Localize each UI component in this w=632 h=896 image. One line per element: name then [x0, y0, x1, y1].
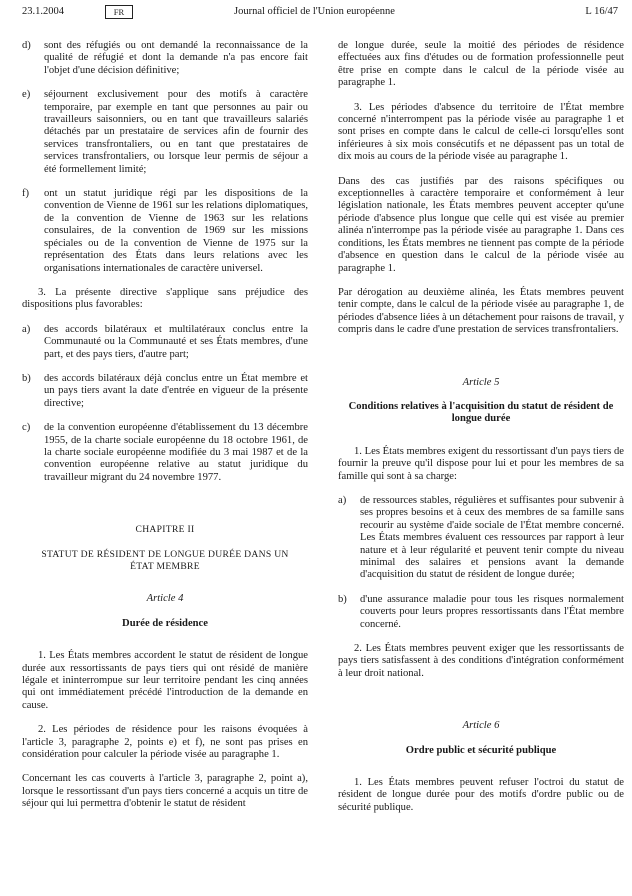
article-heading: Article 4 [146, 593, 184, 605]
list-item-label: b) [338, 593, 347, 605]
list-item-text: des accords bilatéraux déjà conclus entre un État membre et un pays tiers avant la date d'entrée en vigueur de la présente directive; [44, 372, 308, 409]
paragraph: 1. Les États membres peuvent refuser l'octroi du statut de résident de longue durée pour des motifs d'ordre public ou de sécurité publique. [338, 777, 624, 813]
article-title: Ordre public et sécurité publique [405, 744, 557, 756]
list-item-label: a) [338, 494, 347, 506]
page-header [22, 6, 618, 22]
right-column [338, 40, 624, 826]
header-page-number: L 16/47 [585, 6, 618, 17]
list-item [22, 40, 308, 77]
left-column [22, 40, 308, 823]
list-item [22, 373, 308, 410]
list-item [338, 495, 624, 582]
header-journal-title: Journal officiel de l'Union européenne [234, 6, 395, 17]
article-title: Conditions relatives à l'acquisition du statut de résident de longue durée [348, 400, 614, 425]
list-item [22, 422, 308, 484]
list-item-label: f) [22, 188, 30, 200]
header-date: 23.1.2004 [22, 6, 64, 17]
list-item-text: des accords bilatéraux et multilatéraux conclus entre la Communauté ou la Communauté et ses États membres, d'une part, et des pays tiers, d'autre part; [44, 323, 308, 360]
paragraph: de longue durée, seule la moitié des périodes de résidence effectuées aux fins d'études ou de formation professionnelle peut être prise en compte dans le calcul de la période visée au paragraphe 1. [338, 40, 624, 89]
list-item-text: d'une assurance maladie pour tous les risques normalement couverts pour leurs propres ressortissants dans l'État membre concerné. [360, 593, 624, 630]
list-item [338, 594, 624, 631]
paragraph: 1. Les États membres exigent du ressortissant d'un pays tiers de fournir la preuve qu'il dispose pour lui et pour les membres de sa famille qui sont à sa charge: [338, 445, 624, 482]
list-item-label: a) [22, 323, 31, 335]
paragraph: Par dérogation au deuxième alinéa, les États membres peuvent tenir compte, dans le calcul de la période visée au paragraphe 1, de périodes d'absence liées à un détachement pour raisons de travail, y compris dans le cadre d'une prestation de services transfrontaliers. [338, 286, 624, 336]
paragraph: 3. Les périodes d'absence du territoire de l'État membre concerné n'interrompent pas la période visée au paragraphe 1 et sont prises en compte dans le calcul de celle-ci lorsqu'elles sont inférieures à six mois consécutifs et ne dépassent pas un total de dix mois au cours de la période visée au paragraphe 1. [338, 101, 624, 163]
paragraph: 2. Les périodes de résidence pour les raisons évoquées à l'article 3, paragraphe 2, points e) et f), ne sont pas prises en considération pour calculer la période visée au paragraphe 1. [22, 724, 308, 761]
list-item-text: ont un statut juridique régi par les dispositions de la convention de Vienne de 1961 sur les relations diplomatiques, de la convention de Vienne de 1963 sur les relations consulaires, de la convention de 1969 sur les missions spéciales ou de la convention de Vienne de 1975 sur la représentation des États dans leurs relations avec les organisations internationales de caractère universel. [44, 188, 308, 274]
paragraph: Dans des cas justifiés par des raisons spécifiques ou exceptionnelles à caractère temporaire et conformément à leur législation nationale, les États membres peuvent accepter qu'une période d'absence plus longue que celle qui est visée au premier alinéa n'interrompe pas la période visée au paragraphe 1. Dans ces conditions, les États membres ne tiennent pas compte de la période d'absence en question dans le calcul de la période visée au paragraphe 1. [338, 175, 624, 274]
list-item-text: séjournent exclusivement pour des motifs à caractère temporaire, par exemple en tant que personnes au pair ou travailleurs saisonniers, ou en tant que travailleurs salariés détachés par un prestataire de services afin de fournir des services transfrontaliers, ou en tant que prestataires de services transfrontaliers, ou lorsque leur permis de séjour a été formellement limité; [44, 89, 308, 175]
chapter-title: STATUT DE RÉSIDENT DE LONGUE DURÉE DANS UN ÉTAT MEMBRE [41, 548, 289, 572]
paragraph: 3. La présente directive s'applique sans préjudice des dispositions plus favorables: [22, 286, 308, 311]
article-heading: Article 5 [462, 376, 500, 388]
paragraph: 2. Les États membres peuvent exiger que les ressortissants de pays tiers satisfassent à des conditions d'intégration conformément à leur droit national. [338, 643, 624, 679]
list-item-label: c) [22, 422, 31, 434]
paragraph: 1. Les États membres accordent le statut de résident de longue durée aux ressortissants de pays tiers qui ont résidé de manière légale et ininterrompue sur leur territoire pendant les cinq années qui ont immédiatement précédé l'introduction de la demande en cause. [22, 650, 308, 711]
article-title: Durée de résidence [122, 617, 208, 629]
list-item [22, 188, 308, 275]
paragraph: Concernant les cas couverts à l'article 3, paragraphe 2, point a), lorsque le ressortissant d'un pays tiers concerné a acquis un titre de séjour qui lui permettra d'obtenir le statut de résident [22, 773, 308, 810]
list-item-label: b) [22, 372, 31, 384]
chapter-heading: CHAPITRE II [135, 524, 195, 536]
list-item-label: e) [22, 89, 31, 101]
header-language-box: FR [105, 5, 133, 19]
list-item-text: de la convention européenne d'établissement du 13 décembre 1955, de la charte sociale européenne du 18 octobre 1961, de la charte sociale européenne modifiée du 3 mai 1987 et de la convention européenne relative au statut juridique du travailleur migrant du 24 novembre 1977. [44, 422, 308, 483]
list-item [22, 89, 308, 176]
list-item-text: sont des réfugiés ou ont demandé la reconnaissance de la qualité de réfugié et dont la demande n'a pas encore fait l'objet d'une décision définitive; [44, 40, 308, 76]
list-item [22, 324, 308, 361]
list-item-text: de ressources stables, régulières et suffisantes pour subvenir à ses propres besoins et à ceux des membres de sa famille sans recourir au système d'aide sociale de l'État membre concerné. Les États membres évaluent ces ressources par rapport à leur nature et à leur régularité et peuvent tenir compte du niveau minimal des salaires et pensions avant la demande d'acquisition du statut de résident de longue durée; [360, 494, 624, 581]
list-item-label: d) [22, 40, 31, 51]
article-heading: Article 6 [462, 720, 500, 732]
